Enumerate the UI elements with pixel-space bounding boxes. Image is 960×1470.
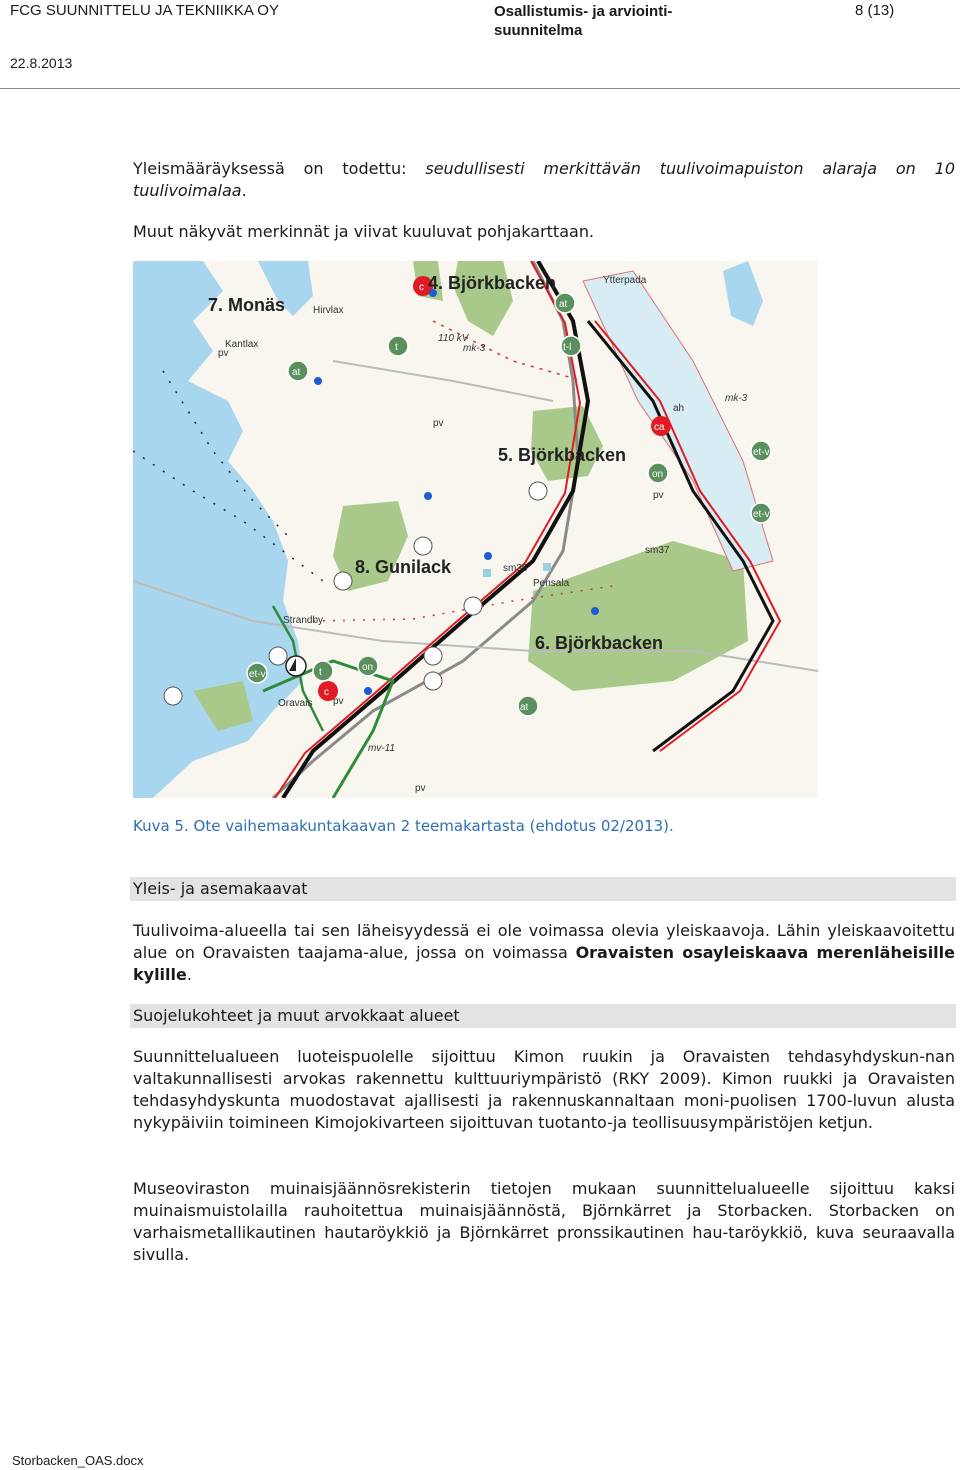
map-label: sm37 xyxy=(645,545,670,556)
section-heading-protection: Suojelukohteet ja muut arvokkaat alueet xyxy=(130,1004,956,1028)
map-label: Pensala xyxy=(533,578,570,589)
map-label: pv xyxy=(218,348,229,359)
map-label: 8. Gunilack xyxy=(355,557,452,577)
page-header xyxy=(0,0,960,90)
map-label: Hirvlax xyxy=(313,305,344,316)
map-label: 5. Björkbacken xyxy=(498,445,627,465)
map-label: mv-11 xyxy=(368,743,396,754)
map-label: 4. Björkbacken xyxy=(428,273,557,293)
document-title: Osallistumis- ja arviointi-suunnitelma xyxy=(494,3,673,39)
plans-bold-text: Oravaisten osayleiskaava merenläheisille kylille xyxy=(133,943,955,984)
map-label: t-l xyxy=(563,342,572,353)
map-label: Oravais xyxy=(278,698,313,709)
plans-text: Tuulivoima-alueella tai sen läheisyydessä ei ole voimassa olevia yleiskaavoja. Lähin yleiskaavoitettu alue on Oravaisten taajama-alue, jossa on voimassa xyxy=(133,921,955,962)
footer-filename: Storbacken_OAS.docx xyxy=(12,1453,144,1468)
map-label: 110 kV xyxy=(438,333,469,344)
map-label: ca xyxy=(654,422,665,433)
map-label: pv xyxy=(333,696,344,707)
map-label: et-v xyxy=(753,447,770,458)
map-label: 7. Monäs xyxy=(208,295,286,315)
map-label: t xyxy=(319,667,322,678)
figure-caption: Kuva 5. Ote vaihemaakuntakaavan 2 teemakartasta (ehdotus 02/2013). xyxy=(133,817,674,835)
map-label: pv xyxy=(433,418,444,429)
plans-text-end: . xyxy=(186,965,192,984)
map-label: at xyxy=(520,702,529,713)
map-label: t xyxy=(395,342,398,353)
harbour-icon xyxy=(286,656,306,676)
page-number: 8 (13) xyxy=(855,2,895,19)
map-label: et-v xyxy=(249,669,266,680)
map-label: Kantlax xyxy=(225,339,259,350)
map-label: mk-3 xyxy=(463,343,486,354)
regional-plan-map xyxy=(133,261,818,798)
map-label: on xyxy=(652,469,664,480)
map-label: c xyxy=(419,282,424,293)
map-label: mk-3 xyxy=(725,393,748,404)
map-label: on xyxy=(362,662,374,673)
intro-paragraph-2: Muut näkyvät merkinnät ja viivat kuuluvat pohjakarttaan. xyxy=(133,222,595,241)
map-label: at xyxy=(559,299,568,310)
document-date: 22.8.2013 xyxy=(10,55,73,71)
map-label: ah xyxy=(673,403,685,414)
company-name: FCG SUUNNITTELU JA TEKNIIKKA OY xyxy=(10,2,279,19)
map-label: Ytterpada xyxy=(603,275,647,286)
intro-paragraph-1 xyxy=(133,158,955,202)
section-paragraph-plans xyxy=(133,920,955,986)
map-label: sm36 xyxy=(503,563,528,574)
map-label: pv xyxy=(415,783,426,794)
map-label: et-v xyxy=(753,509,770,520)
map-label: at xyxy=(292,367,301,378)
section-paragraph-protection-1: Suunnittelualueen luoteispuolelle sijoittuu Kimon ruukin ja Oravaisten tehdasyhdyskun-nan valtakunnallisesti arvokas rakennettu kulttuuriympäristö (RKY 2009). Kimon ruukki ja Oravaisten tehdasyhdyskunta muodostavat ajallisesti ja rakennuskannaltaan moni-puolisen 1700-luvun alusta nykypäiviin toimineen Kimojokivarteen sijoittuvan tuotanto-ja teollisuusympäristöjen ketjun. xyxy=(133,1047,955,1132)
map-label: 6. Björkbacken xyxy=(535,633,664,653)
map-label: Strandby xyxy=(283,615,324,626)
intro-italic-text: seudullisesti merkittävän tuulivoimapuiston alaraja on 10 tuulivoimalaa xyxy=(133,159,955,200)
intro-text-end: . xyxy=(241,181,247,200)
header-divider xyxy=(0,88,960,89)
map-label: c xyxy=(324,687,329,698)
section-heading-plans: Yleis- ja asemakaavat xyxy=(130,877,956,901)
section-paragraph-protection-2: Museoviraston muinaisjäännösrekisterin tietojen mukaan suunnittelualueelle sijoittuu kaksi muinaismuistolailla rauhoitettua muinaisjäännöstä, Björnkärret ja Storbacken. Storbacken on varhaismetallikautinen hautaröykkiö ja Björnkärret pronssikautinen hau-taröykkiö, kuva seuraavalla sivulla. xyxy=(133,1179,955,1264)
map-label: pv xyxy=(653,490,664,501)
intro-text: Yleismääräyksessä on todettu: xyxy=(133,159,426,178)
